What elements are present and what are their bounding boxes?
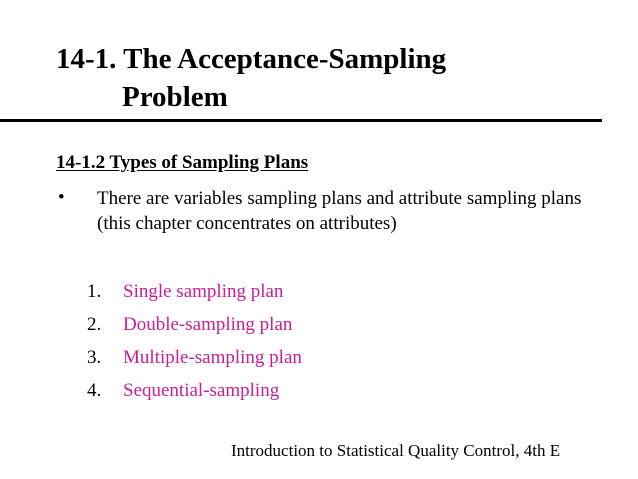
slide-footer: Introduction to Statistical Quality Control, 4th E (231, 441, 561, 460)
plan-item (87, 275, 302, 308)
title-divider (0, 119, 602, 122)
plan-number: 1. (87, 281, 102, 302)
plan-number: 3. (87, 347, 102, 368)
plan-label: Multiple-sampling plan (123, 347, 302, 368)
plan-number: 4. (87, 380, 102, 401)
title-line-1: 14-1. The Acceptance-Sampling (56, 43, 447, 75)
title-line-2: Problem (122, 81, 228, 113)
plan-item (87, 341, 302, 374)
sampling-plan-list (87, 275, 302, 407)
plan-item (87, 374, 302, 407)
plan-label: Single sampling plan (123, 281, 284, 302)
slide-title (56, 40, 616, 116)
plan-number: 2. (87, 314, 102, 335)
plan-item (87, 308, 302, 341)
bullet-text: There are variables sampling plans and attribute sampling plans (this chapter concentrates on attributes) (97, 188, 582, 234)
bullet-marker: • (58, 187, 65, 208)
plan-label: Double-sampling plan (123, 314, 293, 335)
plan-label: Sequential-sampling (123, 380, 280, 401)
section-heading: 14-1.2 Types of Sampling Plans (56, 152, 309, 173)
